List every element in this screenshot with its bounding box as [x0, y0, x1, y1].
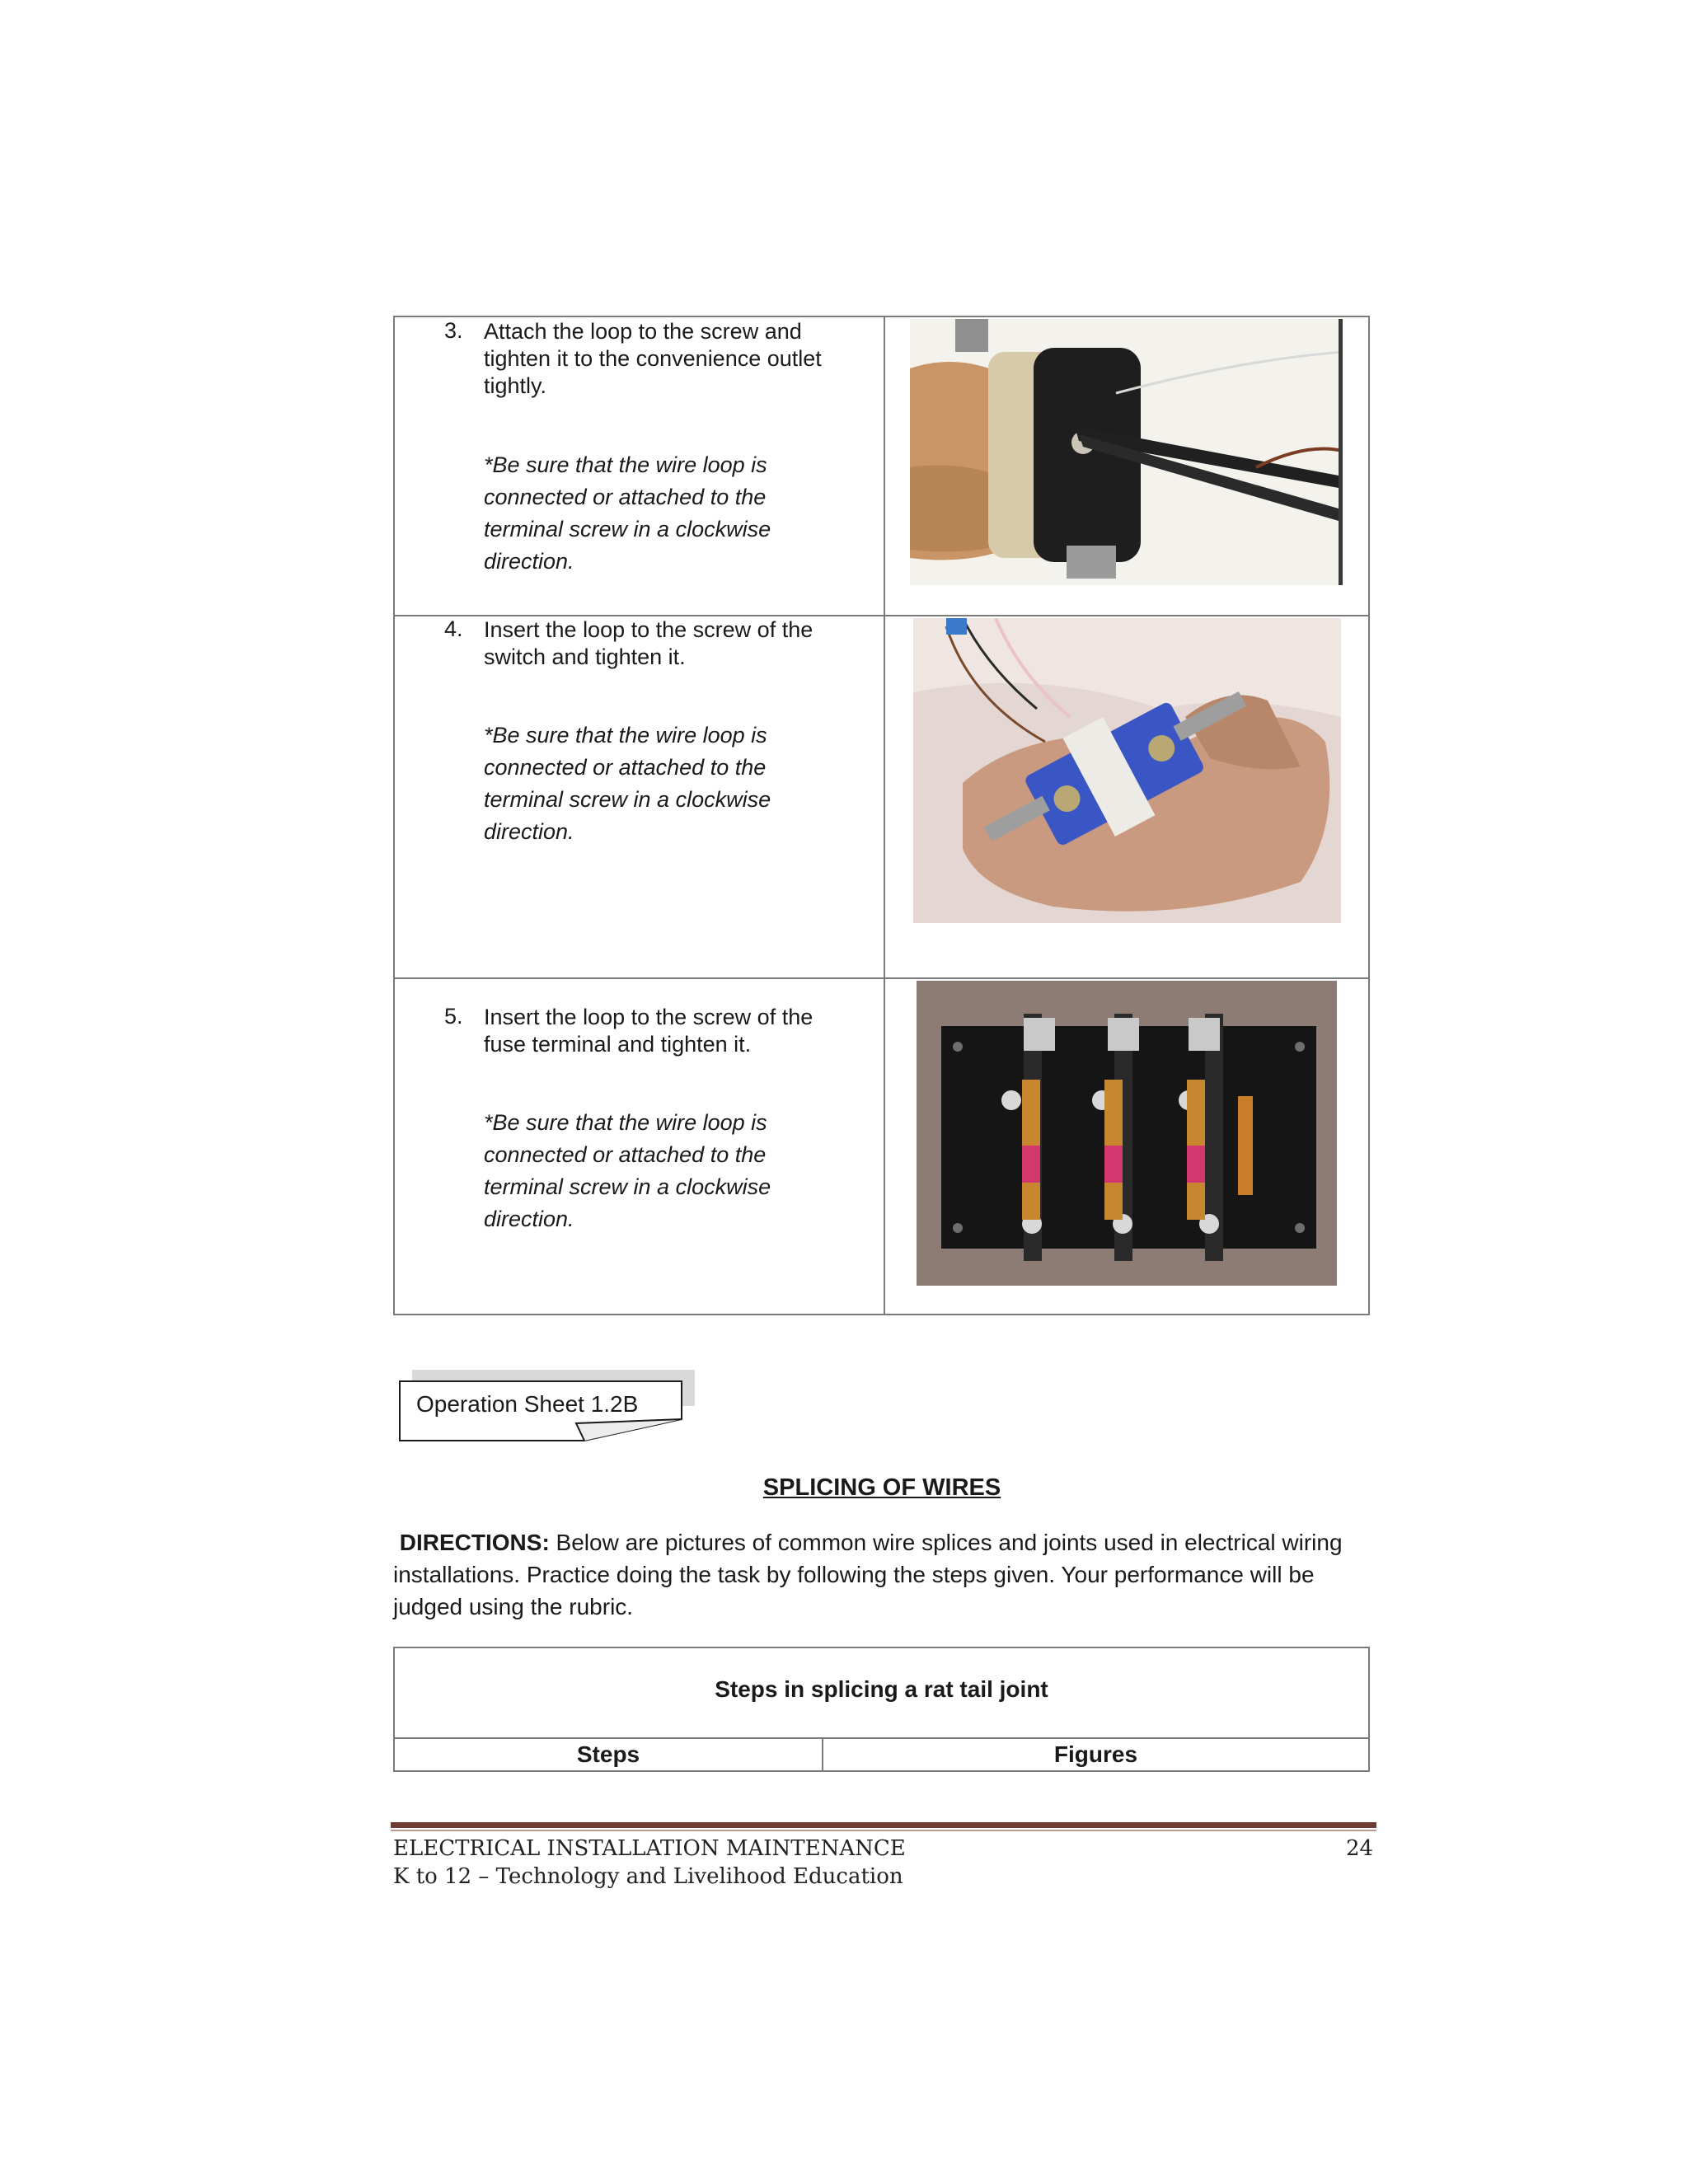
step-text-cell: [395, 317, 885, 615]
step-note: *Be sure that the wire loop is connected or attached to the terminal screw in a clockwise direction.: [484, 723, 771, 844]
step-text-cell: [395, 616, 885, 977]
step-instruction: Insert the loop to the screw of the switch and tighten it.: [484, 617, 814, 669]
step-text-cell: [395, 979, 885, 1314]
column-header-steps: Steps: [395, 1739, 823, 1770]
operation-sheet-label: Operation Sheet 1.2B: [416, 1391, 639, 1417]
outlet-wiring-photo: [910, 319, 1343, 585]
step-number: 3.: [444, 318, 463, 343]
directions-paragraph: [393, 1526, 1374, 1623]
step-instruction: Attach the loop to the screw and tighten it to the convenience outlet tightly.: [484, 319, 822, 398]
step-number: 5.: [444, 1004, 463, 1029]
step-number: 4.: [444, 616, 463, 641]
section-title: SPLICING OF WIRES: [762, 1474, 1001, 1501]
page-number: 24: [1346, 1836, 1374, 1861]
directions-text: Below are pictures of common wire splices and joints used in electrical wiring installations. Practice doing the task by following the steps given. Your performance will be judged using the rubric.: [393, 1530, 1343, 1619]
fuse-block-photo: [917, 981, 1337, 1286]
step-instruction: Insert the loop to the screw of the fuse terminal and tighten it.: [484, 1005, 814, 1057]
switch-wiring-photo: [913, 618, 1341, 923]
rat-tail-table: [393, 1647, 1370, 1772]
step-note: *Be sure that the wire loop is connected or attached to the terminal screw in a clockwise direction.: [484, 452, 771, 574]
column-header-figures: Figures: [1053, 1741, 1138, 1767]
table-row: [395, 616, 1368, 979]
steps-table: [393, 316, 1370, 1315]
table-row: [395, 317, 1368, 616]
footer-subject: ELECTRICAL INSTALLATION MAINTENANCE: [393, 1836, 906, 1861]
step-note: *Be sure that the wire loop is connected or attached to the terminal screw in a clockwise direction.: [484, 1110, 771, 1231]
footer-rule: [391, 1822, 1376, 1828]
footer-rule-thin: [391, 1830, 1376, 1831]
footer-program: K to 12 – Technology and Livelihood Education: [393, 1864, 903, 1889]
table-row: [395, 979, 1368, 1314]
rat-tail-table-title: Steps in splicing a rat tail joint: [395, 1648, 1368, 1739]
directions-lead: DIRECTIONS:: [399, 1530, 550, 1555]
